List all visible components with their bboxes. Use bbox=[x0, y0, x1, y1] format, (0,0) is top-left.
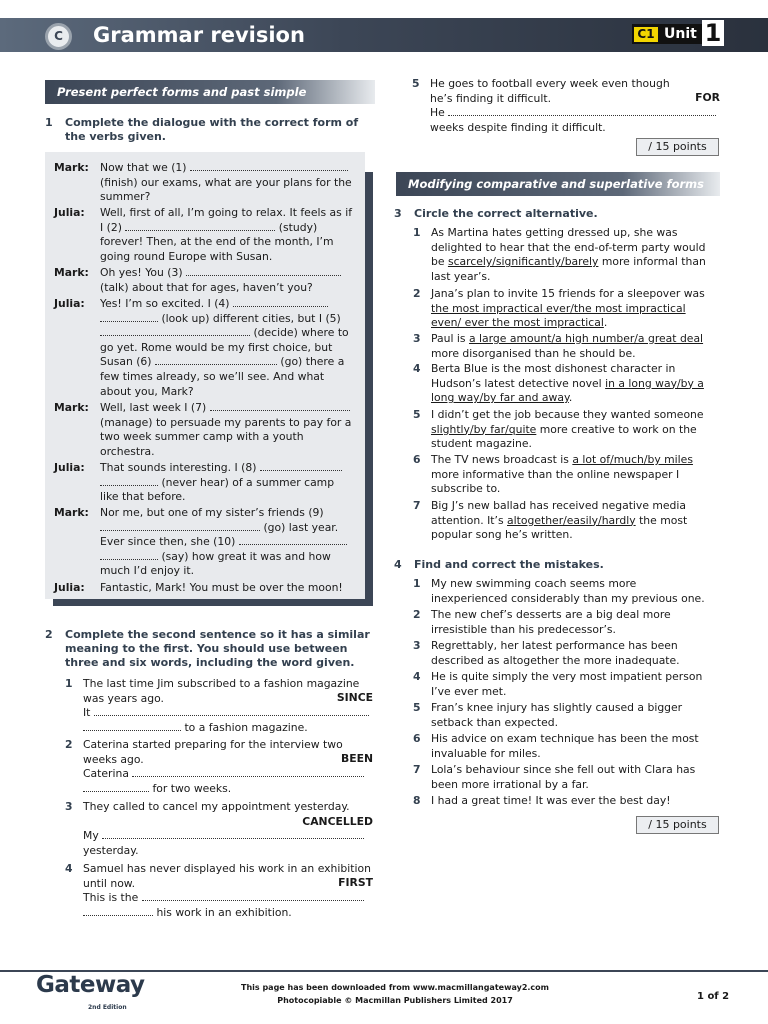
q1-heading bbox=[45, 116, 365, 144]
utterance-text: (never hear) of a summer camp like that before. bbox=[100, 475, 335, 504]
answer-blank-8[interactable] bbox=[260, 461, 342, 471]
item-sentence: They called to cancel my appointment yesterday. bbox=[83, 800, 350, 813]
answer-blank-5[interactable] bbox=[100, 326, 250, 336]
edition-label: 2nd Edition bbox=[88, 1004, 127, 1011]
q1-number: 1 bbox=[45, 116, 53, 129]
unit-number: 1 bbox=[702, 20, 724, 46]
q2-item-5 bbox=[412, 77, 720, 135]
page-title: Grammar revision bbox=[93, 23, 305, 47]
item-text bbox=[413, 287, 716, 331]
q3-heading bbox=[394, 207, 719, 221]
item-text bbox=[413, 453, 716, 497]
answer-start: My bbox=[83, 829, 99, 843]
item-number: 1 bbox=[413, 577, 421, 590]
answer-blank[interactable] bbox=[94, 706, 369, 716]
alternatives[interactable]: in a long way/by a long way/by far and away bbox=[431, 376, 704, 405]
item-number: 5 bbox=[413, 701, 421, 714]
utterance-text: (go) last year. Ever since then, she (10) bbox=[100, 520, 339, 549]
item-text-part: more disorganised than he should be. bbox=[431, 346, 636, 360]
q4-item-2 bbox=[413, 608, 716, 637]
section-heading-comparatives: Modifying comparative and superlative forms bbox=[396, 172, 720, 196]
q1-instruction: Complete the dialogue with the correct form of the verbs given. bbox=[65, 116, 359, 143]
gateway-logo: Gateway bbox=[36, 972, 145, 998]
alternatives[interactable]: a lot of/much/by miles bbox=[572, 453, 693, 466]
utterance bbox=[100, 401, 355, 459]
keyword: CANCELLED bbox=[302, 814, 373, 828]
utterance bbox=[100, 206, 355, 264]
dialogue-box-shadow bbox=[365, 172, 373, 606]
utterance-text: (go) there a few times already, so we’ll see. And what about you, Mark? bbox=[100, 355, 345, 398]
utterance-text: Now that we (1) bbox=[100, 161, 187, 174]
answer-start: It bbox=[83, 706, 91, 720]
item-number: 5 bbox=[412, 77, 420, 90]
q3-item-4 bbox=[413, 362, 716, 406]
q4-number: 4 bbox=[394, 558, 402, 571]
q4-item-4 bbox=[413, 670, 716, 699]
item-number: 8 bbox=[413, 794, 421, 807]
item-text-part: . bbox=[568, 391, 573, 405]
item-number: 4 bbox=[413, 670, 421, 683]
utterance bbox=[100, 266, 355, 295]
item-number: 3 bbox=[413, 639, 421, 652]
q2-number: 2 bbox=[45, 628, 53, 641]
alternatives[interactable]: altogether/easily/hardly bbox=[507, 513, 636, 527]
utterance-text: Well, first of all, I’m going to relax. It feels as if I (2) bbox=[100, 206, 353, 234]
item-text-part: . bbox=[603, 316, 608, 330]
answer-blank-10[interactable] bbox=[239, 535, 347, 545]
speaker: Mark: bbox=[54, 161, 89, 174]
utterance bbox=[100, 581, 355, 596]
item-text-part: more creative to work on the student magazine. bbox=[431, 422, 697, 451]
keyword: BEEN bbox=[340, 752, 373, 765]
item-number: 1 bbox=[413, 226, 421, 239]
answer-blank[interactable] bbox=[132, 767, 364, 777]
alternatives[interactable]: a large amount/a high number/a great deal bbox=[468, 332, 704, 345]
points-box-q3-q4[interactable]: / 15 points bbox=[636, 816, 719, 834]
item-text[interactable]: Regrettably, her latest performance has been described as altogether the more inadequate. bbox=[431, 639, 680, 667]
utterance-text: (look up) different cities, but I (5) bbox=[161, 311, 341, 325]
item-text-part: I didn’t get the job because they wanted someone bbox=[431, 408, 704, 421]
item-number: 4 bbox=[65, 862, 73, 875]
level-badge: C1 bbox=[634, 27, 658, 42]
utterance-text: (say) how great it was and how much I’d enjoy it. bbox=[100, 549, 331, 578]
item-number: 3 bbox=[65, 800, 73, 813]
answer-blank-9[interactable] bbox=[100, 521, 260, 531]
utterance-text: Nor me, but one of my sister’s friends (9) bbox=[100, 506, 324, 519]
speaker: Julia: bbox=[54, 297, 85, 310]
answer-blank-6[interactable] bbox=[155, 355, 277, 365]
keyword: FIRST bbox=[338, 876, 373, 889]
item-number: 4 bbox=[413, 362, 421, 375]
item-number: 5 bbox=[413, 408, 421, 421]
item-sentence: Samuel has never displayed his work in an exhibition until now. bbox=[83, 862, 371, 890]
answer-blank-4-cont[interactable] bbox=[100, 312, 158, 322]
answer-start: Caterina bbox=[83, 767, 129, 781]
item-number: 7 bbox=[413, 763, 421, 776]
q4-instruction: Find and correct the mistakes. bbox=[414, 558, 604, 571]
q3-number: 3 bbox=[394, 207, 402, 220]
q2-item-1 bbox=[65, 677, 373, 735]
item-text[interactable]: The new chef’s desserts are a big deal more irresistible than his predecessor’s. bbox=[431, 608, 671, 636]
q2-heading bbox=[45, 628, 370, 670]
alternatives[interactable]: slightly/by far/quite bbox=[431, 422, 537, 436]
keyword: FOR bbox=[695, 91, 720, 104]
speaker: Julia: bbox=[54, 461, 85, 474]
answer-blank[interactable] bbox=[448, 106, 716, 116]
gear-icon-letter: C bbox=[54, 29, 63, 44]
item-number: 3 bbox=[413, 332, 421, 345]
download-notice: This page has been downloaded from www.macmillangateway2.com bbox=[241, 983, 549, 992]
q3-item-1 bbox=[413, 226, 716, 284]
speaker: Julia: bbox=[54, 581, 85, 594]
q4-item-5 bbox=[413, 701, 716, 730]
item-text[interactable]: Lola’s behaviour since she fell out with Clara has been more irrational by a far. bbox=[431, 763, 696, 791]
item-number: 1 bbox=[65, 677, 73, 690]
item-text-part: Berta Blue is the most dishonest character in Hudson’s latest detective novel bbox=[431, 362, 676, 390]
alternatives[interactable]: scarcely/significantly/barely bbox=[447, 255, 599, 269]
answer-end: his work in an exhibition. bbox=[156, 905, 292, 919]
q2-item-3 bbox=[65, 800, 373, 858]
q3-item-7 bbox=[413, 499, 716, 543]
answer-blank-2[interactable] bbox=[125, 221, 275, 231]
answer-blank-3[interactable] bbox=[186, 266, 341, 276]
answer-end: weeks despite finding it difficult. bbox=[430, 120, 606, 134]
utterance-text: (talk) about that for ages, haven’t you? bbox=[100, 280, 313, 294]
speaker: Mark: bbox=[54, 401, 89, 414]
dialogue-box-shadow-bottom bbox=[53, 599, 373, 606]
utterance-text: (decide) where to go yet. Rome would be my first choice, but Susan (6) bbox=[100, 326, 349, 369]
item-number: 6 bbox=[413, 732, 421, 745]
answer-blank-cont[interactable] bbox=[83, 721, 181, 731]
item-text bbox=[413, 332, 716, 361]
utterance-text: (manage) to persuade my parents to pay for a two week summer camp with a youth orchestra. bbox=[100, 415, 352, 458]
answer-start: He bbox=[430, 106, 445, 120]
item-answer-line bbox=[65, 767, 373, 796]
item-answer-line bbox=[412, 106, 720, 135]
answer-end: yesterday. bbox=[83, 843, 139, 857]
item-text bbox=[413, 408, 716, 452]
item-number: 6 bbox=[413, 453, 421, 466]
points-box-q1-q2[interactable]: / 15 points bbox=[636, 138, 719, 156]
answer-blank-cont[interactable] bbox=[83, 782, 149, 792]
utterance-text: (study) forever! Then, at the end of the month, I’m going round Europe with Susan. bbox=[100, 220, 334, 263]
item-answer-line bbox=[65, 706, 373, 735]
item-number: 7 bbox=[413, 499, 421, 512]
item-text-part: Paul is bbox=[431, 332, 469, 345]
answer-blank-8-cont[interactable] bbox=[100, 476, 158, 486]
item-number: 2 bbox=[413, 608, 421, 621]
item-text-part: more informative than the online newspaper I subscribe to. bbox=[431, 467, 680, 496]
utterance-text: Well, last week I (7) bbox=[100, 401, 207, 414]
utterance bbox=[100, 461, 355, 505]
q3-item-5 bbox=[413, 408, 716, 452]
speaker: Mark: bbox=[54, 266, 89, 279]
item-text-part: more informal than last year’s. bbox=[431, 255, 706, 283]
keyword: SINCE bbox=[336, 691, 373, 704]
item-text-part: The TV news broadcast is bbox=[431, 453, 573, 466]
answer-end: to a fashion magazine. bbox=[184, 720, 308, 734]
item-text-part: the most popular song he’s written. bbox=[431, 513, 688, 542]
alternatives[interactable]: the most impractical ever/the most impractical even/ ever the most impractical bbox=[431, 301, 686, 330]
item-text-part: As Martina hates getting dressed up, she was delighted to hear that the end-of-term party would be bbox=[431, 226, 706, 269]
speaker: Julia: bbox=[54, 206, 85, 219]
q4-heading bbox=[394, 558, 719, 572]
page-number: 1 of 2 bbox=[697, 991, 730, 1002]
speaker: Mark: bbox=[54, 506, 89, 519]
answer-end: for two weeks. bbox=[152, 781, 232, 795]
item-sentence: He goes to football every week even though he’s finding it difficult. bbox=[430, 77, 670, 105]
answer-blank[interactable] bbox=[102, 829, 364, 839]
item-text bbox=[413, 226, 716, 284]
answer-blank-7[interactable] bbox=[210, 401, 350, 411]
item-sentence: The last time Jim subscribed to a fashion magazine was years ago. bbox=[83, 677, 360, 705]
q3-item-2 bbox=[413, 287, 716, 331]
answer-blank-10-cont[interactable] bbox=[100, 550, 158, 560]
item-text[interactable]: He is quite simply the very most impatient person I’ve ever met. bbox=[431, 670, 703, 698]
item-text-part: Jana’s plan to invite 15 friends for a sleepover was bbox=[431, 287, 705, 300]
item-text-part: Big J’s new ballad has received negative media attention. It’s bbox=[431, 499, 687, 527]
gear-c-icon bbox=[45, 23, 72, 50]
q3-item-6 bbox=[413, 453, 716, 497]
item-answer-line bbox=[65, 829, 373, 858]
utterance bbox=[100, 297, 355, 399]
utterance-text: Yes! I’m so excited. I (4) bbox=[100, 297, 230, 310]
answer-blank[interactable] bbox=[142, 891, 364, 901]
copyright-notice: Photocopiable © Macmillan Publishers Limited 2017 bbox=[277, 996, 513, 1005]
item-text bbox=[413, 362, 716, 406]
q2-item-4 bbox=[65, 862, 373, 920]
q4-item-6 bbox=[413, 732, 716, 761]
utterance-text: Fantastic, Mark! You must be over the moon! bbox=[100, 581, 343, 594]
utterance bbox=[100, 506, 355, 579]
item-text[interactable]: I had a great time! It was ever the best day! bbox=[431, 794, 671, 807]
utterance bbox=[100, 161, 355, 205]
item-sentence: Caterina started preparing for the interview two weeks ago. bbox=[83, 738, 343, 766]
item-number: 2 bbox=[65, 738, 73, 751]
q2-item-2 bbox=[65, 738, 373, 796]
item-text[interactable]: My new swimming coach seems more inexperienced considerably than my previous one. bbox=[431, 577, 705, 605]
utterance-text: (finish) our exams, what are your plans for the summer? bbox=[100, 175, 352, 204]
q3-instruction: Circle the correct alternative. bbox=[414, 207, 598, 220]
item-number: 2 bbox=[413, 287, 421, 300]
q4-item-3 bbox=[413, 639, 716, 668]
item-text[interactable]: His advice on exam technique has been the most invaluable for miles. bbox=[431, 732, 699, 760]
utterance-text: That sounds interesting. I (8) bbox=[100, 461, 257, 474]
dialogue-box bbox=[45, 152, 365, 599]
answer-blank-1[interactable] bbox=[190, 161, 348, 171]
item-text bbox=[413, 499, 716, 543]
item-text[interactable]: Fran’s knee injury has slightly caused a bigger setback than expected. bbox=[431, 701, 683, 729]
answer-start: This is the bbox=[83, 891, 139, 905]
q4-item-7 bbox=[413, 763, 716, 792]
section-heading-present-perfect: Present perfect forms and past simple bbox=[45, 80, 375, 104]
utterance-text: Oh yes! You (3) bbox=[100, 266, 183, 279]
answer-blank-cont[interactable] bbox=[83, 906, 153, 916]
q2-instruction: Complete the second sentence so it has a similar meaning to the first. You should use between three and six words, including the word given. bbox=[65, 628, 370, 669]
q4-item-8 bbox=[413, 794, 716, 809]
item-answer-line bbox=[65, 891, 373, 920]
unit-label: Unit bbox=[664, 26, 697, 42]
answer-blank-4[interactable] bbox=[233, 297, 328, 307]
q4-item-1 bbox=[413, 577, 716, 606]
q3-item-3 bbox=[413, 332, 716, 361]
